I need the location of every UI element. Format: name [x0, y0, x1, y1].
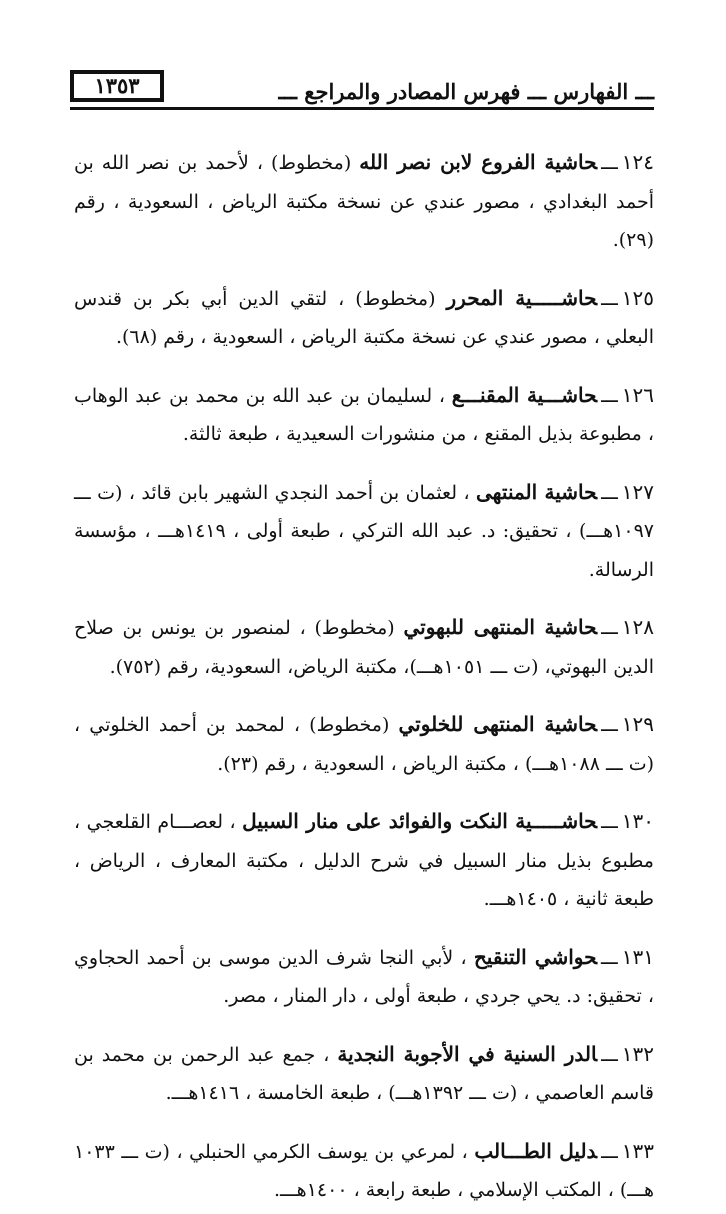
entry-number: ١٣٣	[621, 1138, 654, 1163]
entry-number: ١٢٤	[621, 150, 655, 174]
entry-number: ١٢٩	[621, 712, 654, 736]
bibliography-entry	[74, 1132, 654, 1210]
entry-dash: ـــ	[601, 384, 618, 407]
bibliography-entry	[74, 143, 654, 260]
entry-dash: ـــ	[601, 946, 618, 969]
entry-dash: ـــ	[601, 1043, 618, 1066]
header-rule	[70, 107, 654, 110]
entry-text: (مخطوط) ، لتقي الدين أبي بكر بن قندس البعلي ، مصور عندي عن نسخة مكتبة الرياض ، السعودية ، رقم (٦٨).	[74, 287, 654, 348]
entry-dash: ـــ	[601, 714, 618, 736]
running-title: ـــ الفهارس ـــ فهرس المصادر والمراجع ـــ	[278, 79, 654, 104]
entry-title: حاشـــية المقنـــع	[451, 382, 598, 407]
bibliography-entry	[74, 279, 654, 357]
entry-title: حاشية المنتهى	[476, 479, 598, 504]
entry-text: ، لأبي النجا شرف الدين موسى بن أحمد الحجاوي ، تحقيق: د. يحي جردي ، طبعة أولى ، دار المنار ، مصر.	[74, 946, 654, 1007]
entry-dash: ـــ	[601, 152, 618, 174]
entry-dash: ـــ	[601, 617, 618, 639]
bibliography-entry	[74, 473, 654, 590]
entry-text: ، لسليمان بن عبد الله بن محمد بن عبد الوهاب ، مطبوعة بذيل المقنع ، من منشورات السعيدية ، طبعة ثالثة.	[74, 384, 654, 445]
entry-title: حاشـــــية النكت والفوائد على منار السبيل	[242, 809, 598, 833]
entry-text: (مخطوط) ، لأحمد بن نصر الله بن أحمد البغدادي ، مصور عندي عن نسخة مكتبة الرياض ، السعودية ، رقم (٢٩).	[74, 152, 654, 251]
entry-dash: ـــ	[601, 1140, 618, 1163]
entry-number: ١٢٧	[621, 479, 654, 504]
entry-title: الدر السنية في الأجوبة النجدية	[337, 1041, 598, 1066]
entry-title: حواشي التنقيح	[473, 944, 598, 969]
bibliography-entry	[74, 1035, 654, 1113]
entry-text: ، لعثمان بن أحمد النجدي الشهير بابن قائد ، (ت ـــ ١٠٩٧هـــ) ، تحقيق: د. عبد الله التركي ، طبعة أولى ، ١٤١٩هـــ ، مؤسسة الرسالة.	[74, 481, 654, 581]
entry-text: ، جمع عبد الرحمن بن محمد بن قاسم العاصمي ، (ت ـــ ١٣٩٢هـــ) ، طبعة الخامسة ، ١٤١٦هـــ.	[74, 1043, 654, 1104]
entry-title: حاشـــــية المحرر	[446, 285, 598, 310]
entry-title: حاشية المنتهى للخلوتي	[398, 712, 598, 736]
bibliography-entry	[74, 608, 654, 686]
page-number: ١٣٥٣	[70, 70, 164, 102]
page-header	[70, 64, 654, 112]
bibliography-entry	[74, 938, 654, 1016]
entry-text: (مخطوط) ، لمنصور بن يونس بن صلاح الدين البهوتي، (ت ـــ ١٠٥١هـــ)، مكتبة الرياض، السعودية، رقم (٧٥٢).	[74, 617, 654, 678]
entry-number: ١٢٥	[621, 285, 654, 310]
bibliography-entry	[74, 802, 654, 919]
bibliography-entry	[74, 376, 654, 454]
entry-dash: ـــ	[601, 481, 618, 504]
entry-number: ١٢٨	[621, 615, 655, 639]
entry-title: دليل الطـــالب	[474, 1138, 598, 1163]
entry-dash: ـــ	[601, 811, 618, 833]
entry-text: (مخطوط) ، لمحمد بن أحمد الخلوتي ، (ت ـــ ١٠٨٨هـــ) ، مكتبة الرياض ، السعودية ، رقم (٢٣).	[74, 714, 654, 775]
entry-number: ١٣٢	[621, 1041, 654, 1066]
bibliography-entry	[74, 705, 654, 783]
entry-number: ١٣٠	[621, 809, 655, 833]
entry-text: ، لعصـــام القلعجي ، مطبوع بذيل منار السبيل في شرح الدليل ، مكتبة المعارف ، الرياض ، طبعة ثانية ، ١٤٠٥هـــ.	[74, 811, 654, 910]
bibliography-list	[74, 124, 654, 1214]
entry-title: حاشية المنتهى للبهوتي	[403, 615, 598, 639]
entry-number: ١٢٦	[621, 382, 654, 407]
entry-number: ١٣١	[621, 944, 654, 969]
entry-title: حاشية الفروع لابن نصر الله	[359, 150, 598, 174]
entry-text: ، لمرعي بن يوسف الكرمي الحنبلي ، (ت ـــ ١٠٣٣ هـــ) ، المكتب الإسلامي ، طبعة رابعة ، ١٤٠٠هـــ.	[74, 1140, 654, 1201]
entry-dash: ـــ	[601, 287, 618, 310]
